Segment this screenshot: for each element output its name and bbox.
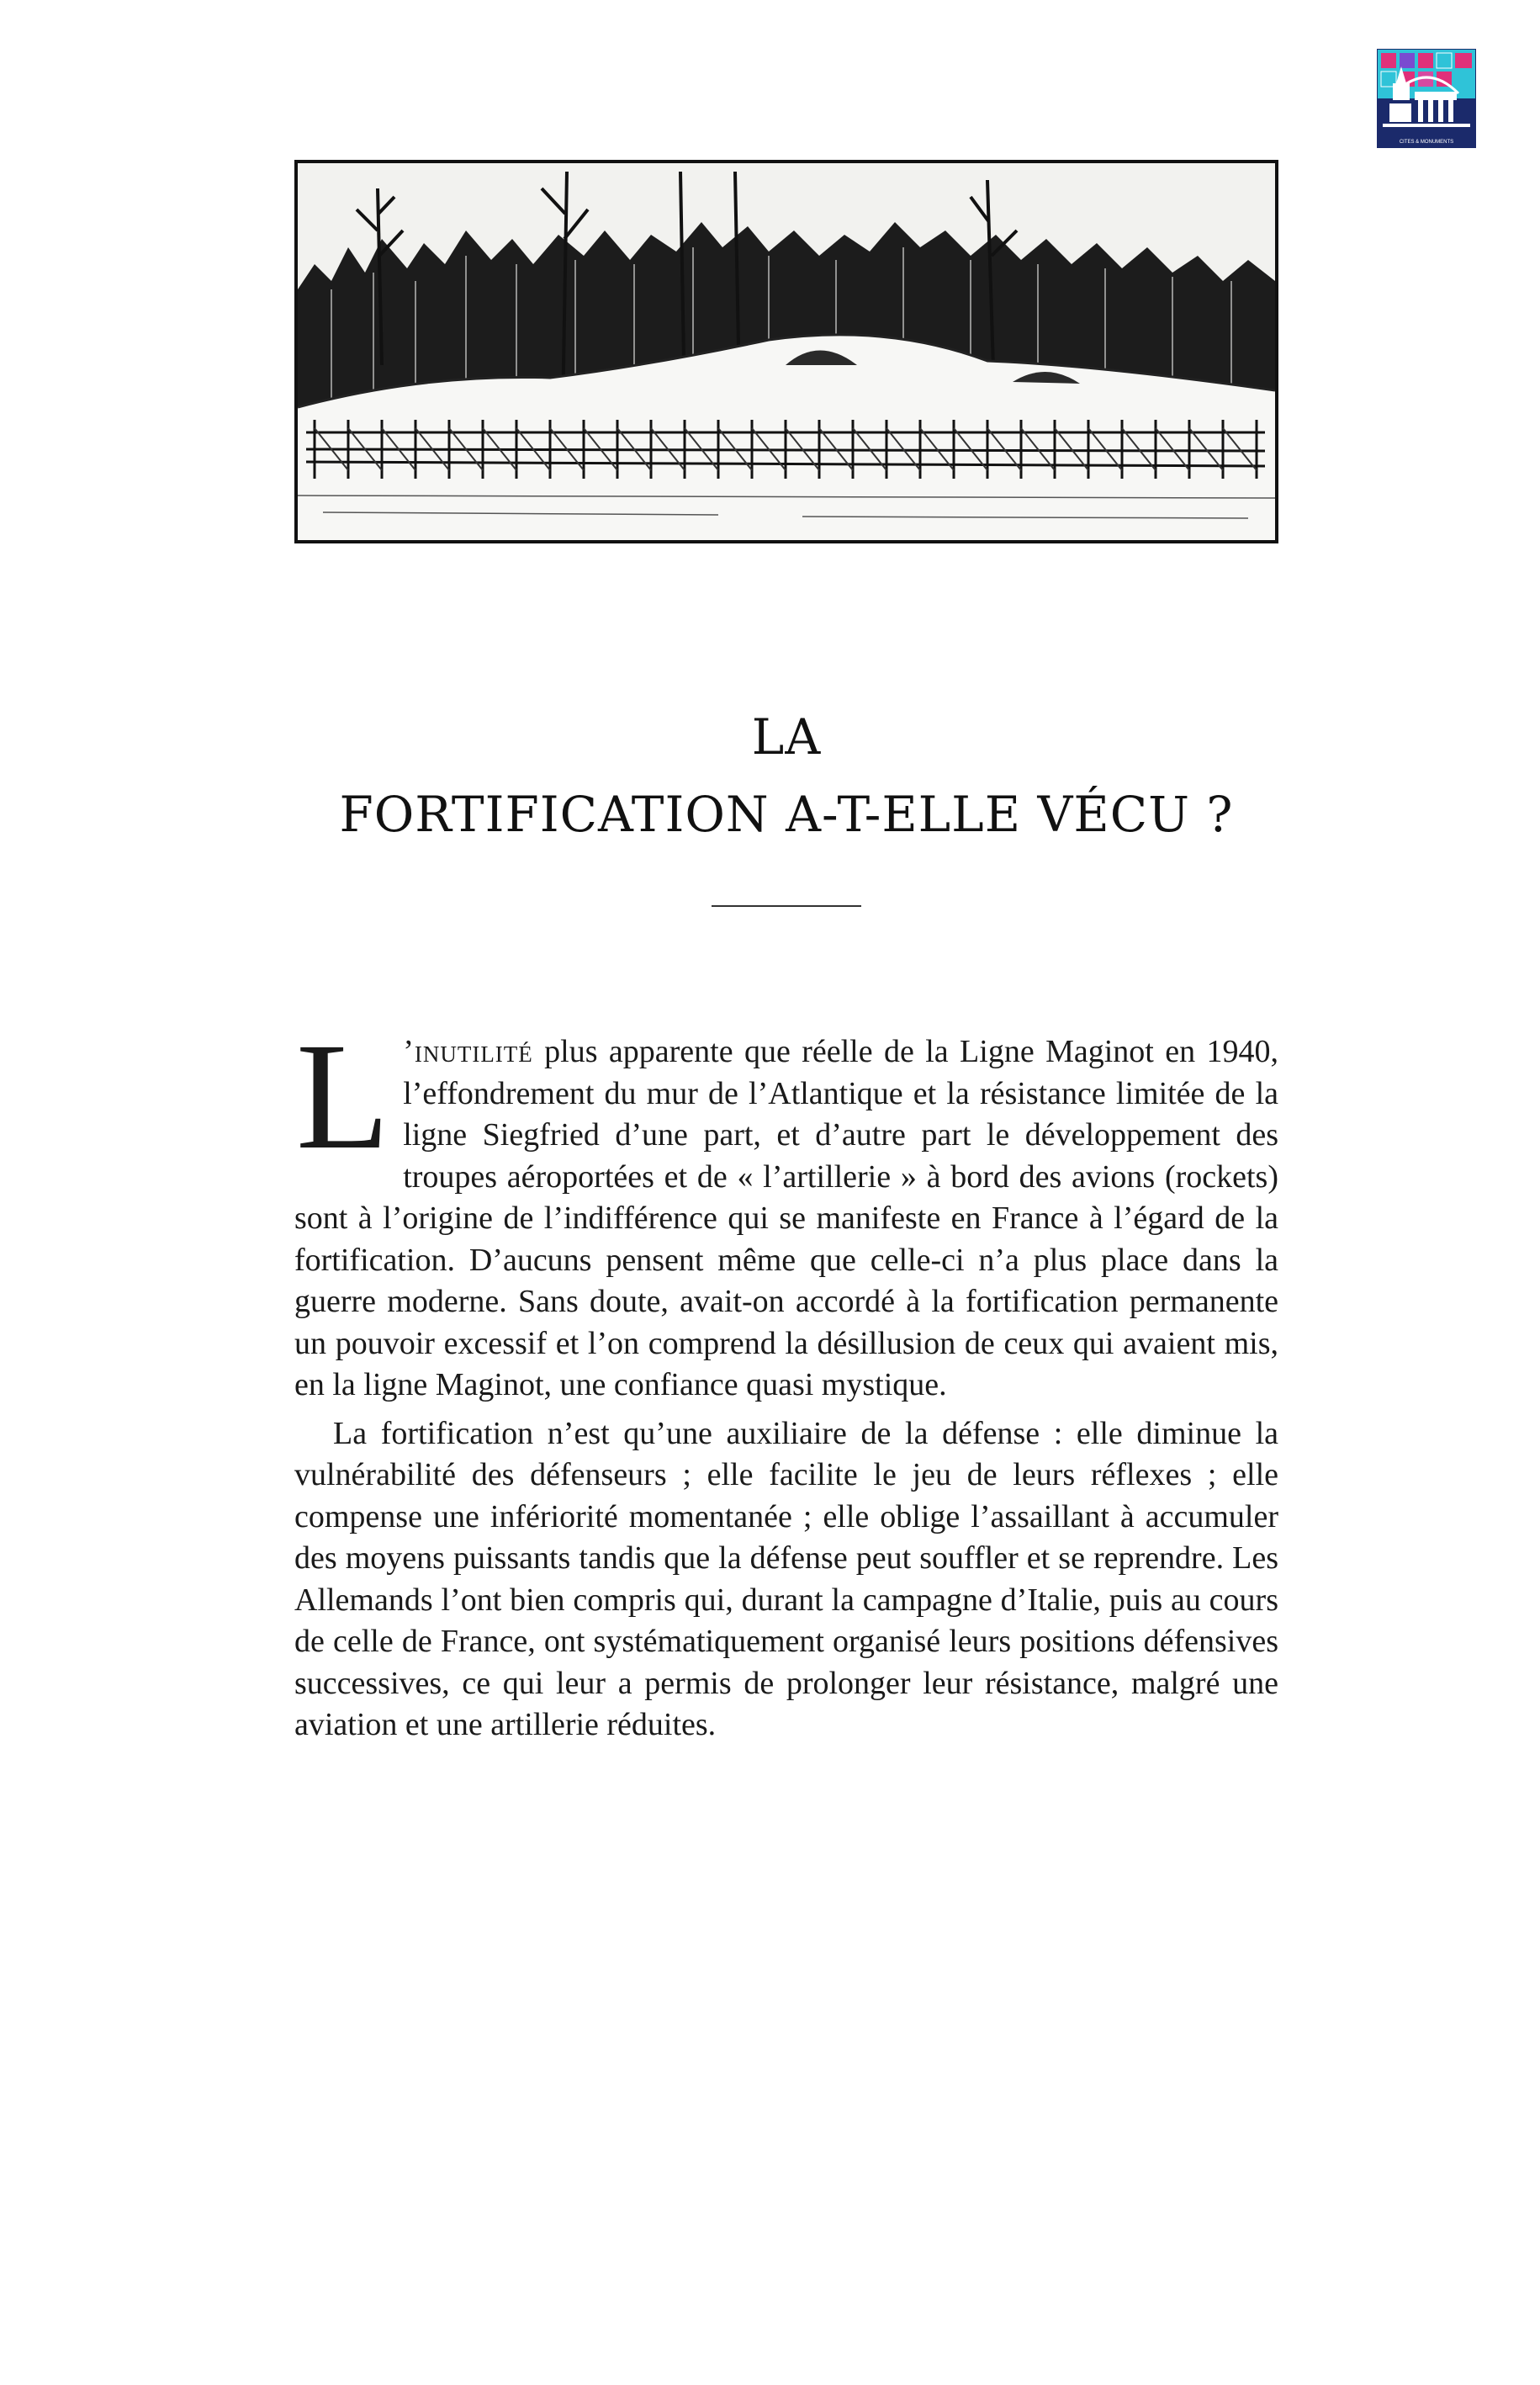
title-divider	[712, 905, 861, 907]
city-monument-logo-icon	[1378, 50, 1475, 137]
logo-caption: CITES & MONUMENTS	[1378, 137, 1475, 147]
page-title-line-1: LA	[751, 708, 822, 766]
publisher-logo	[1377, 49, 1476, 148]
paragraph-1	[294, 1012, 1278, 1407]
drop-cap: L	[296, 1012, 390, 1181]
page-title-line-2: FORTIFICATION A-T-ELLE VÉCU ?	[339, 786, 1234, 843]
paragraph-2: La fortification n’est qu’une auxiliaire de la défense : elle diminue la vulnérabilité des défenseurs ; elle facilite le jeu de leurs réflexes ; elle compense une infériorité momentanée ; elle oblige l’assaillant à accumuler des moyens puissants tandis que la défense peut souffler et se reprendre. Les Allemands l’ont bien compris qui, durant la campagne d’Italie, puis au cours de celle de France, ont systématiquement organisé leurs positions défensives successives, ce qui leur a permis de prolonger leur résistance, malgré une aviation et une artillerie réduites.	[294, 1415, 1278, 1742]
fortification-forest-engraving-icon	[298, 163, 1275, 540]
paragraph-1-text: plus apparente que réelle de la Ligne Maginot en 1940, l’effondrement du mur de l’Atlantique et la résistance limitée de la ligne Siegfried d’une part, et d’autre part le développement des troupes aéroportées et de « l’artillerie » à bord des avions (rockets) sont à l’origine de l’indifférence qui se manifeste en France à l’égard de la fortification. D’aucuns pensent même que celle-ci n’a plus place dans la guerre moderne. Sans doute, avait-on accordé à la fortification permanente un pouvoir excessif et l’on comprend la désillusion de ceux qui avaient mis, en la ligne Maginot, une confiance quasi mystique.	[294, 1034, 1278, 1402]
fortification-forest-engraving	[294, 160, 1278, 543]
article-body	[294, 1012, 1278, 1746]
lead-smallcaps: ’inutilité	[403, 1034, 533, 1069]
